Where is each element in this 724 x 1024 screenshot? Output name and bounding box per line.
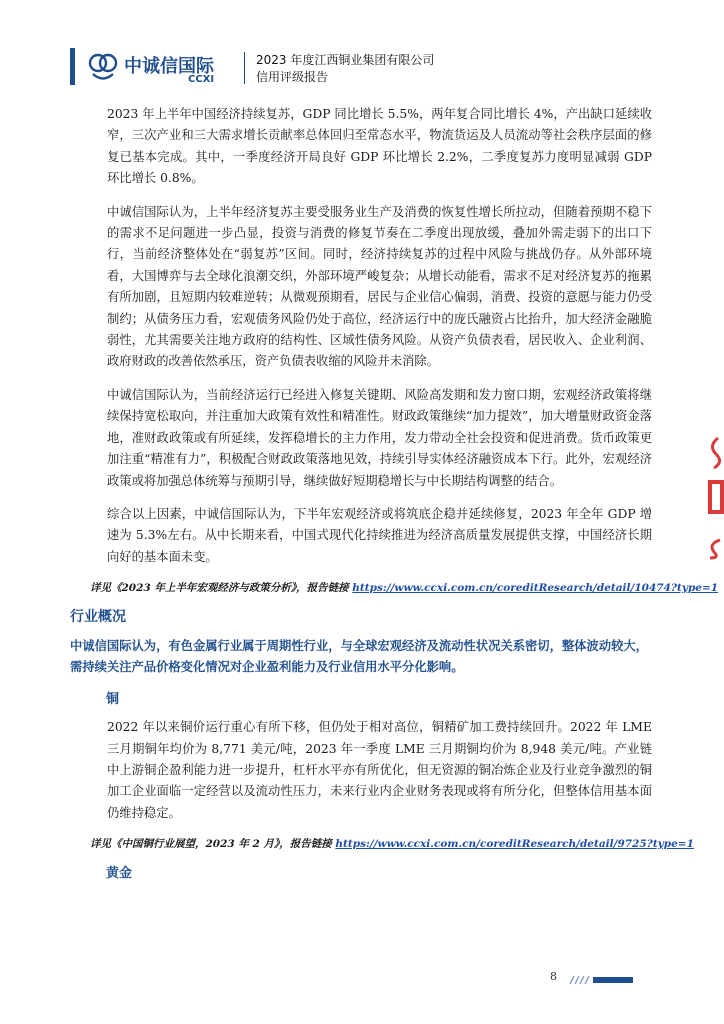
logo-chinese-name: 中诚信国际 (124, 56, 214, 77)
header-accent-bar (70, 48, 75, 85)
report-title-line1: 2023 年度江西铜业集团有限公司 (256, 53, 435, 67)
copper-reference-text: 详见《中国铜行业展望，2023 年 2 月》，报告链接 (90, 838, 336, 851)
macro-report-reference (70, 580, 719, 596)
page-content (70, 104, 719, 891)
macro-paragraph-1: 2023 年上半年中国经济持续复苏，GDP 同比增长 5.5%，两年复合同比增长 4%，产出缺口延续收窄，三次产业和三大需求增长贡献率总体回归至常态水平，物流货运及人员流动等社会秩序层面的修复已基本完成。其中，一季度经济开局良好 GDP 环比增长 2.2%，二季度复苏力度明显减弱 GDP 环比增长 0.8%。 (107, 107, 652, 186)
report-title (256, 52, 434, 86)
copper-report-reference (70, 836, 694, 852)
subsection-title-copper: 铜 (106, 692, 120, 708)
subsection-title-gold: 黄金 (106, 866, 133, 882)
copper-report-link[interactable]: https://www.ccxi.com.cn/coreditResearch/detail/9725?type=1 (335, 838, 694, 851)
macro-paragraph-2: 中诚信国际认为，上半年经济复苏主要受服务业生产及消费的恢复性增长所拉动，但随着预期不稳下的需求不足问题进一步凸显，投资与消费的修复节奏在二季度出现放缓，叠加外需走弱下的出口下行，当前经济整体处在“弱复苏”区间。同时，经济持续复苏的过程中风险与挑战仍存。从外部环境看，大国博弈与去全球化浪潮交织，外部环境严峻复杂；从增长动能看，需求不足对经济复苏的拖累有所加剧，且短期内较难逆转；从微观预期看，居民与企业信心偏弱，消费、投资的意愿与能力仍受制约；从债务压力看，宏观债务风险仍处于高位，经济运行中的庞氏融资占比抬升，加大经济金融脆弱性，尤其需要关注地方政府的结构性、区域性债务风险。从资产负债表看，居民收入、企业利润、政府财政的改善依然承压，资产负债表收缩的风险并未消除。 (107, 204, 652, 369)
footer-stripes-icon (568, 976, 590, 984)
macro-reference-text: 详见《2023 年上半年宏观经济与政策分析》，报告链接 (90, 582, 353, 595)
ccxi-logo-icon (86, 50, 120, 84)
copper-paragraph: 2022 年以来铜价运行重心有所下移，但仍处于相对高位，铜精矿加工费持续回升。2022 年 LME 三月期铜年均价为 8,771 美元/吨，2023 年一季度 LME 三月期铜均价为 8,948 美元/吨。产业链中上游铜企盈利能力进一步提升，杠杆水平亦有所优化，但无资源的铜冶炼企业及行业竞争激烈的铜加工企业面临一定经营以及流动性压力，未来行业内企业财务表现或将有所分化，但整体信用基本面仍维持稳定。 (107, 720, 652, 820)
industry-summary: 中诚信国际认为，有色金属行业属于周期性行业，与全球宏观经济及流动性状况关系密切，整体波动较大，需持续关注产品价格变化情况对企业盈利能力及行业信用水平分化影响。 (70, 639, 648, 675)
report-title-line2: 信用评级报告 (256, 70, 329, 84)
page-header (0, 0, 724, 96)
section-title-industry-overview: 行业概况 (70, 609, 126, 626)
macro-report-link[interactable]: https://www.ccxi.com.cn/coreditResearch/detail/10474?type=1 (352, 582, 719, 595)
footer-accent-bar (593, 977, 633, 983)
header-divider (244, 52, 245, 84)
macro-paragraph-3: 中诚信国际认为，当前经济运行已经进入修复关键期、风险高发期和发力窗口期，宏观经济政策将继续保持宽松取向，并注重加大政策有效性和精准性。财政政策继续“加力提效”，加大增量财政资金落地，准财政政策或有所延续，发挥稳增长的主力作用，发力带动全社会投资和促进消费。货币政策更加注重“精准有力”，积极配合财政政策落地见效，持续引导实体经济融资成本下行。此外，宏观经济政策或将加强总体统筹与预期引导，继续做好短期稳增长与中长期结构调整的结合。 (107, 387, 652, 488)
logo-english-name: CCXI (188, 74, 215, 85)
page-footer (0, 968, 724, 998)
company-logo (86, 48, 236, 88)
page-number: 8 (550, 970, 557, 983)
macro-paragraph-4: 综合以上因素，中诚信国际认为，下半年宏观经济或将筑底企稳并延续修复，2023 年全年 GDP 增速为 5.3%左右。从中长期来看，中国式现代化持续推进为经济高质量发展提供支撑，中国经济长期向好的基本面未变。 (107, 506, 652, 564)
red-seal-stamp (704, 432, 724, 562)
